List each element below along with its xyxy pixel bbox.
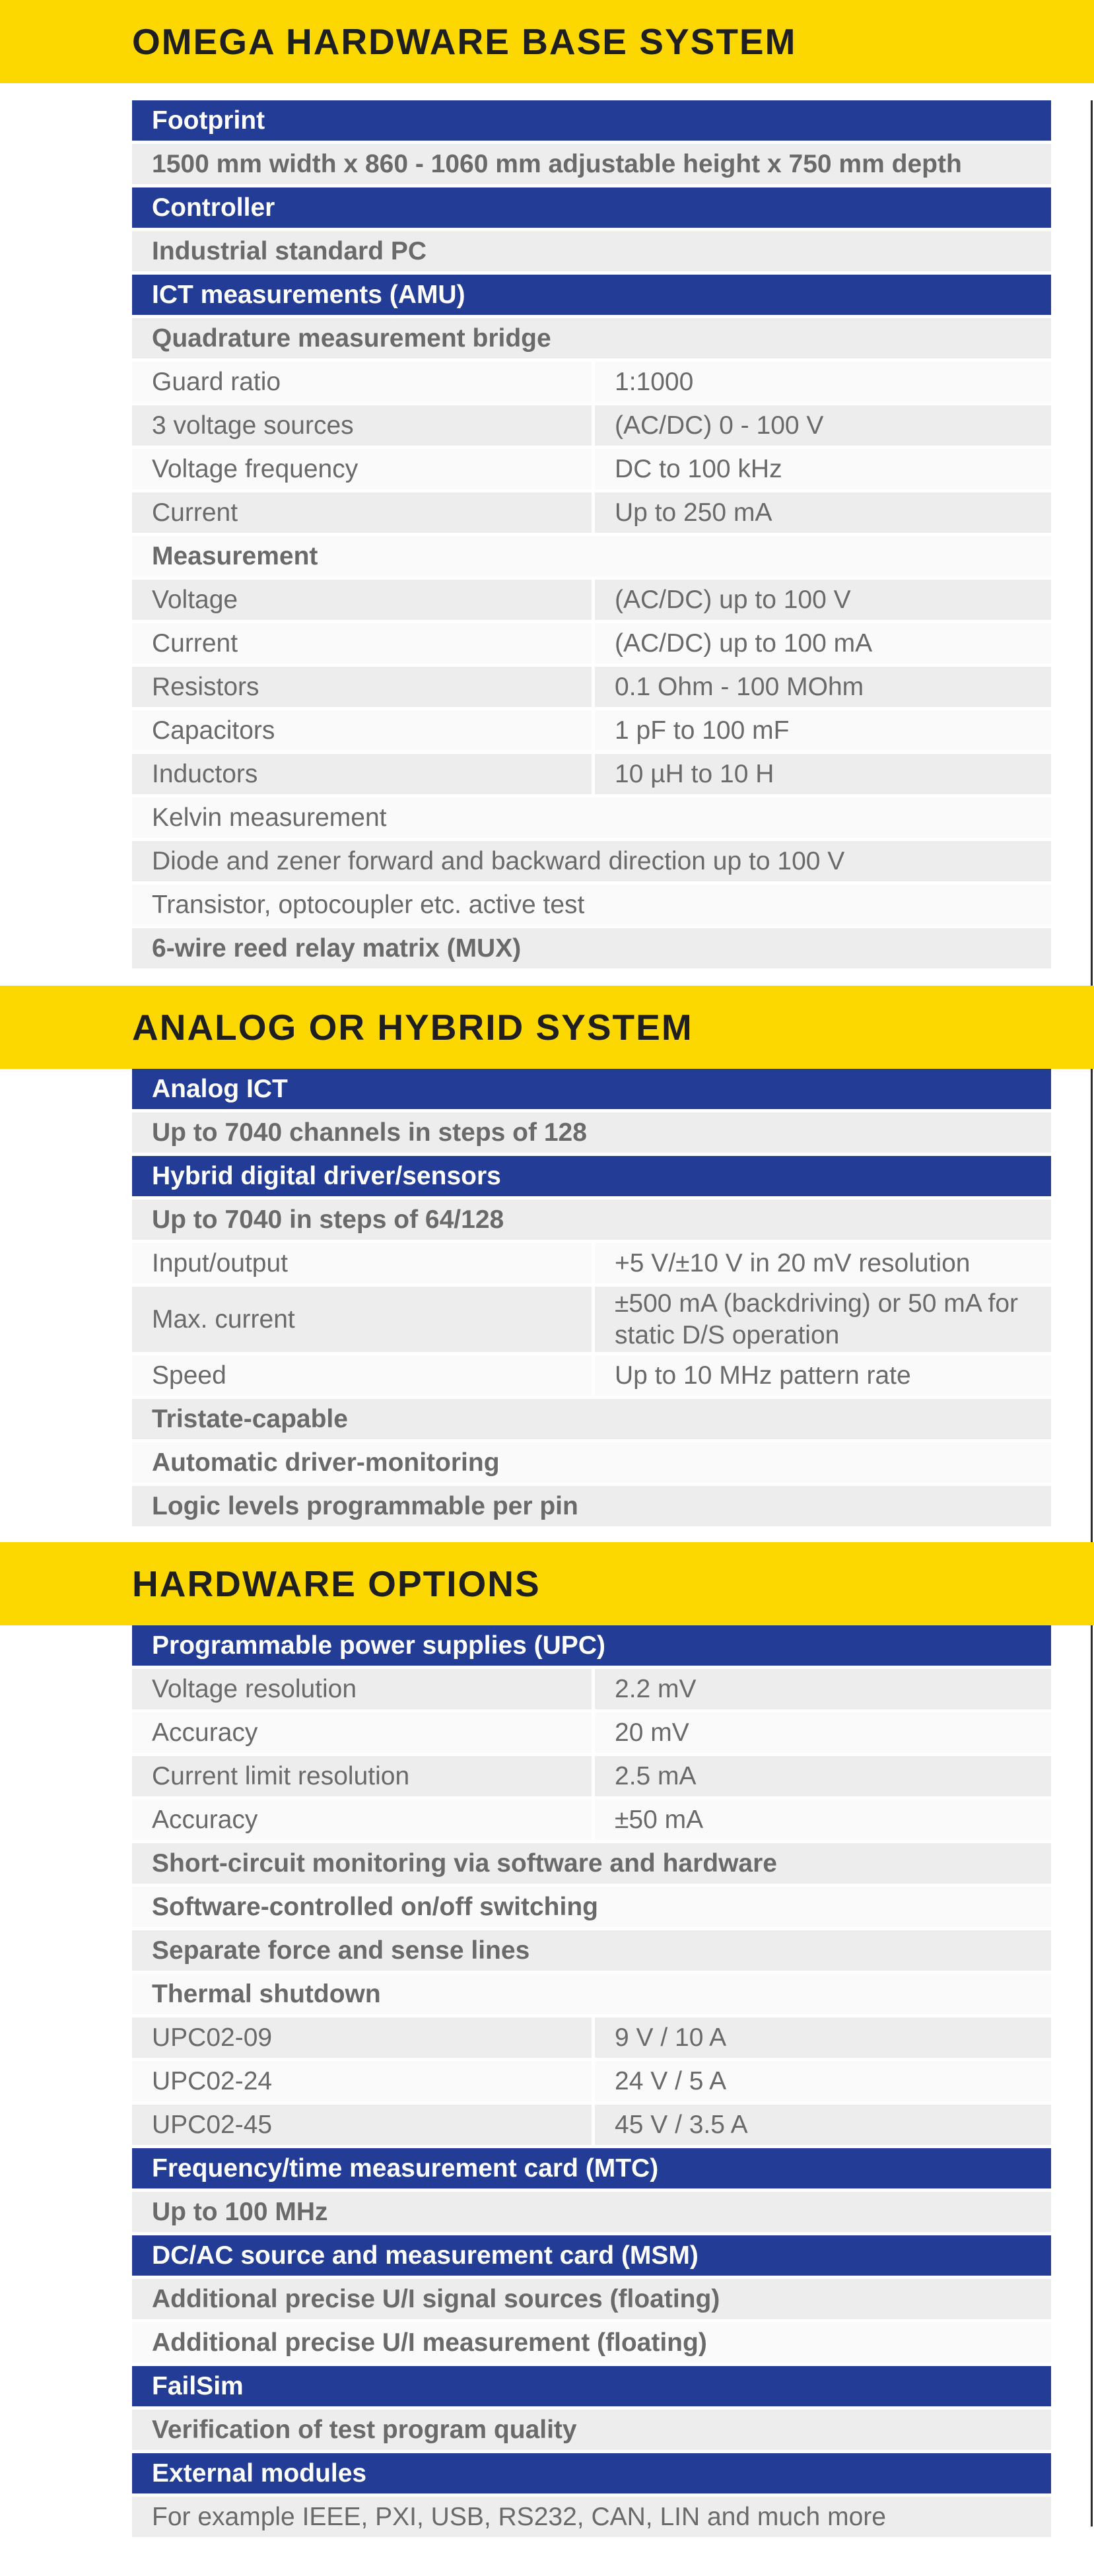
category-title: External modules — [152, 2458, 367, 2488]
spec-label: Capacitors — [152, 716, 275, 745]
section-title: HARDWARE OPTIONS — [132, 1563, 541, 1604]
spec-row — [132, 362, 1051, 405]
row-text: Logic levels programmable per pin — [152, 1491, 578, 1520]
spec-value: 45 V / 3.5 A — [592, 2105, 1051, 2145]
spec-label: Voltage resolution — [152, 1674, 357, 1703]
row-text: Short-circuit monitoring via software and hardware — [152, 1848, 777, 1878]
spec-row — [132, 2061, 1051, 2105]
spec-value: 1:1000 — [592, 362, 1051, 402]
row-text: Additional precise U/I signal sources (floating) — [152, 2284, 720, 2313]
spec-label: Current — [152, 628, 238, 658]
spec-row — [132, 1756, 1051, 1800]
category-header-row — [132, 275, 1051, 318]
subheading-row — [132, 1112, 1051, 1156]
spec-label: 3 voltage sources — [152, 411, 354, 440]
spec-table-analog-or-hybrid-system — [132, 1069, 1051, 1530]
spec-row — [132, 754, 1051, 797]
subheading-row — [132, 318, 1051, 362]
row-text: Verification of test program quality — [152, 2415, 577, 2444]
spec-value: ±500 mA (backdriving) or 50 mA for static D/S operation — [592, 1287, 1051, 1352]
spec-label: Resistors — [152, 672, 259, 701]
row-text: Industrial standard PC — [152, 236, 427, 265]
spec-row — [132, 492, 1051, 536]
spec-row — [132, 623, 1051, 667]
spec-label: Guard ratio — [152, 367, 281, 396]
spec-label: UPC02-45 — [152, 2110, 273, 2139]
spec-label: Accuracy — [152, 1718, 258, 1747]
row-text: Software-controlled on/off switching — [152, 1892, 598, 1921]
row-text: Additional precise U/I measurement (floating) — [152, 2328, 707, 2357]
section-banner — [0, 0, 1094, 83]
plain-row — [132, 2497, 1051, 2540]
spec-value: Up to 10 MHz pattern rate — [592, 1355, 1051, 1396]
spec-label: Input/output — [152, 1248, 289, 1277]
spec-value: 2.2 mV — [592, 1669, 1051, 1709]
spec-row — [132, 667, 1051, 710]
subheading-row — [132, 2410, 1051, 2453]
spec-value: 2.5 mA — [592, 1756, 1051, 1796]
row-text: Quadrature measurement bridge — [152, 323, 551, 353]
spec-value: (AC/DC) up to 100 mA — [592, 623, 1051, 663]
spec-row — [132, 1712, 1051, 1756]
category-header-row — [132, 187, 1051, 231]
subheading-row — [132, 2322, 1051, 2366]
spec-value: 20 mV — [592, 1712, 1051, 1753]
spec-value: 0.1 Ohm - 100 MOhm — [592, 667, 1051, 707]
spec-value: 10 µH to 10 H — [592, 754, 1051, 794]
spec-row — [132, 1800, 1051, 1843]
row-text: For example IEEE, PXI, USB, RS232, CAN, LIN and much more — [152, 2502, 886, 2531]
category-title: Analog ICT — [152, 1074, 288, 1103]
subheading-row — [132, 1974, 1051, 2017]
spec-label: Accuracy — [152, 1805, 258, 1834]
subheading-row — [132, 1399, 1051, 1442]
subheading-row — [132, 536, 1051, 580]
subheading-row — [132, 2279, 1051, 2322]
category-title: Controller — [152, 193, 275, 222]
row-text: Up to 7040 channels in steps of 128 — [152, 1118, 587, 1147]
spec-table-omega-hardware-base-system — [132, 100, 1051, 972]
row-text: Measurement — [152, 541, 318, 570]
row-text: 1500 mm width x 860 - 1060 mm adjustable height x 750 mm depth — [152, 149, 962, 178]
row-text: Kelvin measurement — [152, 803, 387, 832]
category-header-row — [132, 1625, 1051, 1669]
section-banner — [0, 1542, 1094, 1625]
row-text: 6-wire reed relay matrix (MUX) — [152, 933, 522, 963]
category-header-row — [132, 1069, 1051, 1112]
plain-row — [132, 841, 1051, 885]
category-header-row — [132, 2366, 1051, 2410]
plain-row — [132, 797, 1051, 841]
spec-row — [132, 580, 1051, 623]
spec-table-hardware-options — [132, 1625, 1051, 2540]
spec-row — [132, 1355, 1051, 1399]
spec-row — [132, 1287, 1051, 1355]
spec-row — [132, 405, 1051, 449]
plain-row — [132, 885, 1051, 928]
spec-label: Speed — [152, 1361, 226, 1390]
category-title: FailSim — [152, 2371, 244, 2400]
spec-label: Current limit resolution — [152, 1761, 410, 1790]
subheading-row — [132, 1486, 1051, 1530]
row-text: Tristate-capable — [152, 1404, 348, 1433]
subheading-row — [132, 2192, 1051, 2235]
spec-row — [132, 710, 1051, 754]
spec-label: Voltage — [152, 585, 238, 614]
spec-value: ±50 mA — [592, 1800, 1051, 1840]
row-text: Transistor, optocoupler etc. active test — [152, 890, 585, 919]
category-title: Frequency/time measurement card (MTC) — [152, 2153, 659, 2183]
category-header-row — [132, 2235, 1051, 2279]
category-header-row — [132, 2453, 1051, 2497]
category-header-row — [132, 100, 1051, 144]
spec-row — [132, 1243, 1051, 1287]
category-header-row — [132, 2148, 1051, 2192]
row-text: Separate force and sense lines — [152, 1936, 530, 1965]
spec-value: 9 V / 10 A — [592, 2017, 1051, 2058]
subheading-row — [132, 1930, 1051, 1974]
spec-label: Max. current — [152, 1305, 295, 1334]
spec-value: (AC/DC) up to 100 V — [592, 580, 1051, 620]
section-banner — [0, 986, 1094, 1069]
category-title: Hybrid digital driver/sensors — [152, 1161, 501, 1190]
spec-label: Voltage frequency — [152, 454, 359, 483]
row-text: Diode and zener forward and backward direction up to 100 V — [152, 846, 845, 875]
row-text: Up to 100 MHz — [152, 2197, 328, 2226]
row-text: Automatic driver-monitoring — [152, 1448, 500, 1477]
spec-row — [132, 2017, 1051, 2061]
spec-label: Inductors — [152, 759, 258, 788]
spec-value: +5 V/±10 V in 20 mV resolution — [592, 1243, 1051, 1283]
row-text: Up to 7040 in steps of 64/128 — [152, 1205, 504, 1234]
row-text: Thermal shutdown — [152, 1979, 381, 2008]
spec-value: (AC/DC) 0 - 100 V — [592, 405, 1051, 446]
spec-row — [132, 1669, 1051, 1712]
subheading-row — [132, 1200, 1051, 1243]
category-title: Programmable power supplies (UPC) — [152, 1631, 605, 1660]
category-title: Footprint — [152, 106, 265, 135]
spec-value: DC to 100 kHz — [592, 449, 1051, 489]
subheading-row — [132, 1843, 1051, 1887]
spec-value: 24 V / 5 A — [592, 2061, 1051, 2101]
subheading-row — [132, 144, 1051, 187]
spec-value: Up to 250 mA — [592, 492, 1051, 533]
subheading-row — [132, 231, 1051, 275]
spec-label: UPC02-24 — [152, 2066, 273, 2095]
subheading-row — [132, 1887, 1051, 1930]
subheading-row — [132, 928, 1051, 972]
page-edge-line — [1091, 1625, 1093, 2526]
subheading-row — [132, 1442, 1051, 1486]
spec-label: UPC02-09 — [152, 2023, 273, 2052]
page-edge-line — [1091, 100, 1093, 986]
page-edge-line — [1091, 1069, 1093, 1542]
spec-row — [132, 2105, 1051, 2148]
category-title: DC/AC source and measurement card (MSM) — [152, 2241, 699, 2270]
spec-label: Current — [152, 498, 238, 527]
spec-row — [132, 449, 1051, 492]
category-header-row — [132, 1156, 1051, 1200]
section-title: ANALOG OR HYBRID SYSTEM — [132, 1007, 693, 1048]
section-title: OMEGA HARDWARE BASE SYSTEM — [132, 21, 797, 62]
category-title: ICT measurements (AMU) — [152, 280, 465, 309]
spec-value: 1 pF to 100 mF — [592, 710, 1051, 751]
